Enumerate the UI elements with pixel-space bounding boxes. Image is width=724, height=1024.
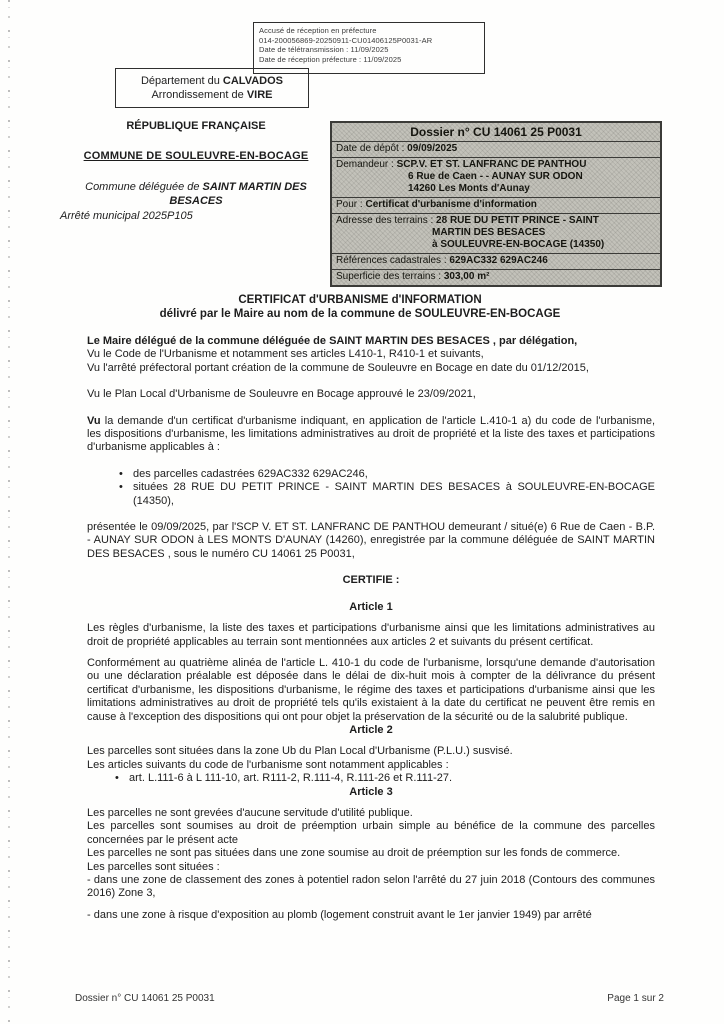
arrete-municipal: Arrêté municipal 2025P105: [60, 210, 193, 222]
row-value: Certificat d'urbanisme d'information: [365, 199, 537, 210]
table-row: [332, 198, 660, 214]
row-value: 629AC332 629AC246: [449, 255, 548, 266]
row-label: Superficie des terrains :: [336, 271, 442, 282]
article-3-paragraph-4: Les parcelles sont situées :: [87, 860, 220, 873]
row-label: Demandeur :: [336, 159, 394, 170]
table-row: [332, 158, 660, 198]
row-label: Adresse des terrains :: [336, 215, 434, 226]
paragraph-presentee: présentée le 09/09/2025, par l'SCP V. ET ST. LANFRANC DE PANTHOU demeurant / situé(e) 6 Rue de Caen - B.P. - AUNAY SUR ODON à LES MONTS D'AUNAY (14260), enregistrée par la commune déléguée de SAINT MARTIN DES BESACES , sous le numéro CU 14061 25 P0031,: [87, 521, 655, 560]
paragraph-vu-code: Vu le Code de l'Urbanisme et notamment ses articles L410-1, R410-1 et suivants,: [87, 348, 484, 361]
article-2-paragraph-2: Les articles suivants du code de l'urbanisme sont notamment applicables :: [87, 758, 449, 771]
certificate-title-line1: CERTIFICAT d'URBANISME d'INFORMATION: [238, 294, 482, 306]
article-3-paragraph-3: Les parcelles ne sont pas situées dans une zone soumise au droit de préemption sur les fonds de commerce.: [87, 847, 621, 860]
maire-bold-line: Le Maire délégué de la commune déléguée de SAINT MARTIN DES BESACES , par délégation,: [87, 335, 578, 347]
row-value-line: 6 Rue de Caen - - AUNAY SUR ODON: [408, 171, 583, 182]
certificate-title: [60, 293, 660, 321]
table-row: [332, 254, 660, 270]
article-1-paragraph-2: Conformément au quatrième alinéa de l'article L. 410-1 du code de l'urbanisme, lorsqu'une demande d'autorisation ou une déclaration préalable est déposée dans le délai de dix-huit mois à compter de la délivrance du présent certificat d'urbanisme, les dispositions d'urbanisme, le régime des taxes et participations d'urbanisme ainsi que les limitations administratives au droit de propriété tels qu'ils existaient à la date du certificat ne peuvent être remis en cause à l'exception des dispositions qui ont pour objet la préservation de la sécurité ou de la salubrité publique.: [87, 656, 655, 723]
row-value: SCP.V. ET ST. LANFRANC DE PANTHOU: [396, 159, 587, 170]
row-label: Références cadastrales :: [336, 255, 447, 266]
article-3-paragraph-6: - dans une zone à risque d'exposition au plomb (logement construit avant le 1er janvier 1949) par arrêté: [87, 908, 592, 921]
paragraph-vu-demande: [87, 415, 655, 455]
table-row: [332, 214, 660, 254]
paragraph-vu-arrete: Vu l'arrêté préfectoral portant création de la commune de Souleuvre en Bocage en date du 01/12/2015,: [87, 361, 589, 374]
row-value: 28 RUE DU PETIT PRINCE - SAINT: [436, 215, 599, 226]
article-2-heading: Article 2: [349, 723, 393, 736]
bullet-icon: •: [119, 481, 123, 494]
footer-dossier-number: Dossier n° CU 14061 25 P0031: [75, 993, 215, 1004]
footer-page-number: Page 1 sur 2: [607, 993, 664, 1004]
paragraph-vu-plu: Vu le Plan Local d'Urbanisme de Souleuvre en Bocage approuvé le 23/09/2021,: [87, 388, 476, 401]
stamp-line: Date de télétransmission : 11/09/2025: [259, 45, 389, 54]
stamp-line: Accusé de réception en préfecture: [259, 26, 377, 35]
arrondissement-line: [151, 88, 272, 102]
page-footer: [75, 993, 664, 1004]
bullet-icon: •: [115, 772, 119, 785]
department-name: CALVADOS: [222, 75, 284, 87]
article-3-paragraph-1: Les parcelles ne sont grevées d'aucune servitude d'utilité publique.: [87, 806, 413, 819]
list-item: [87, 468, 655, 481]
prefecture-stamp-box: [253, 22, 485, 74]
row-value-line: 14260 Les Monts d'Aunay: [408, 183, 530, 194]
commune-deleguee-prefix: Commune déléguée de: [85, 181, 203, 193]
department-box: [115, 68, 309, 108]
row-label: Date de dépôt :: [336, 143, 405, 154]
bullet-icon: •: [119, 467, 123, 480]
dossier-table: [330, 121, 662, 287]
left-header-column: [60, 120, 332, 222]
article-3-heading: Article 3: [349, 785, 393, 798]
commune-title: COMMUNE DE SOULEUVRE-EN-BOCAGE: [83, 150, 309, 162]
article-1-heading: Article 1: [349, 600, 393, 613]
certificate-title-line2: délivré par le Maire au nom de la commune de SOULEUVRE-EN-BOCAGE: [159, 308, 561, 320]
paragraph-maire: [87, 335, 655, 348]
department-label: Département du: [140, 75, 223, 87]
commune-deleguee-name: SAINT MARTIN DES BESACES: [169, 181, 307, 207]
list-item: [87, 481, 655, 508]
stamp-line: Date de réception préfecture : 11/09/2025: [259, 54, 402, 64]
table-row: [332, 270, 660, 285]
department-line: [141, 74, 283, 88]
row-value-line: à SOULEUVRE-EN-BOCAGE (14350): [432, 239, 605, 250]
bullet-text: des parcelles cadastrées 629AC332 629AC246,: [133, 467, 368, 480]
article-3-paragraph-2: Les parcelles sont soumises au droit de préemption urbain simple au bénéfice de la commune des parcelles concernées par le présent acte: [87, 820, 655, 846]
arrondissement-name: VIRE: [246, 89, 273, 101]
vu-demande-text: la demande d'un certificat d'urbanisme indiquant, en application de l'article L.410-1 a) du code de l'urbanisme, les dispositions d'urbanisme, les limitations administratives au droit de propriété et la liste des taxes et participations d'urbanisme applicables à :: [87, 414, 655, 454]
list-item: [87, 772, 655, 785]
stamp-line: 014-200056869-20250911-CU01406125P0031-AR: [259, 35, 433, 45]
republique-francaise: RÉPUBLIQUE FRANÇAISE: [126, 120, 266, 132]
article-3-paragraph-5: - dans une zone de classement des zones à potentiel radon selon l'arrêté du 27 juin 2018 (Contours des communes 2016) Zone 3,: [87, 874, 655, 900]
article-1-paragraph-1: Les règles d'urbanisme, la liste des taxes et participations d'urbanisme ainsi que les limitations administratives au droit de propriété applicables au terrain sont mentionnées aux articles 2 et suivants du présent certificat.: [87, 622, 655, 648]
scan-edge-artifact: [8, 0, 10, 1024]
bullet-text: situées 28 RUE DU PETIT PRINCE - SAINT MARTIN DES BESACES à SOULEUVRE-EN-BOCAGE (14350),: [133, 481, 655, 507]
row-value: 09/09/2025: [407, 143, 458, 154]
vu-bold-prefix: Vu: [87, 414, 101, 427]
dossier-number-header: Dossier n° CU 14061 25 P0031: [332, 123, 660, 142]
certifie-heading: CERTIFIE :: [342, 574, 400, 587]
commune-deleguee-line: [60, 180, 332, 208]
row-value: 303,00 m²: [443, 271, 490, 282]
document-body: [87, 335, 655, 922]
row-value-line: MARTIN DES BESACES: [432, 227, 546, 238]
arrondissement-label: Arrondissement de: [151, 89, 247, 101]
article-2-paragraph-1: Les parcelles sont situées dans la zone Ub du Plan Local d'Urbanisme (P.L.U.) susvisé.: [87, 745, 513, 758]
table-row: [332, 142, 660, 158]
bullet-text: art. L.111-6 à L 111-10, art. R111-2, R.111-4, R.111-26 et R.111-27.: [129, 772, 453, 785]
row-label: Pour :: [336, 199, 363, 210]
